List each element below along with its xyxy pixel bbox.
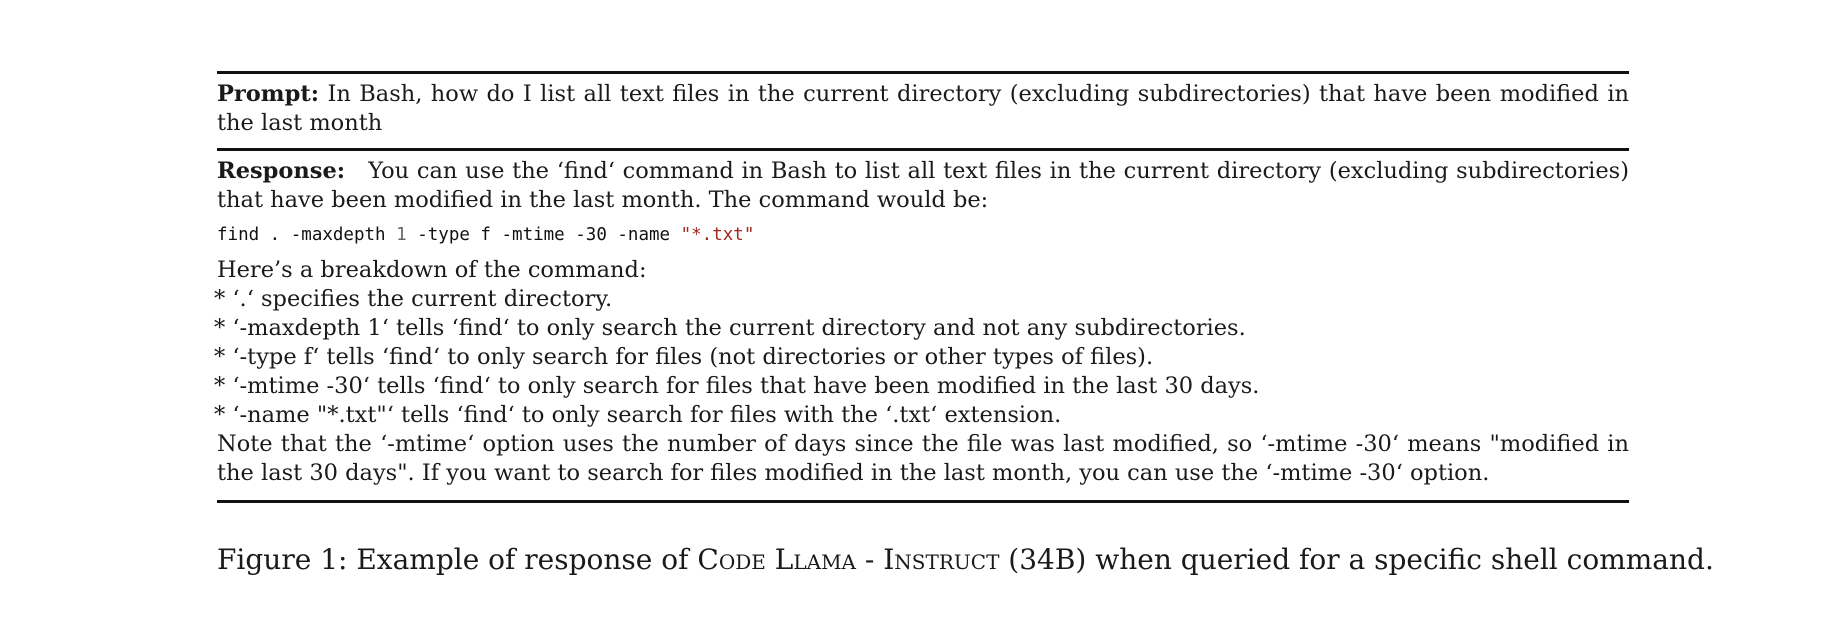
figure-box: [214, 71, 1629, 503]
breakdown-item: * ‘-mtime -30‘ tells ‘find‘ to only search for files that have been modified in the last 30 days.: [214, 373, 1260, 399]
breakdown-item: * ‘.‘ specifies the current directory.: [214, 286, 613, 312]
code-number: 1: [396, 225, 407, 245]
response-label: Response:: [217, 158, 346, 184]
code-string: "*.txt": [680, 225, 755, 245]
breakdown-heading: Here’s a breakdown of the command:: [217, 257, 647, 283]
note-paragraph: Note that the ‘-mtime‘ option uses the number of days since the file was last modified, so ‘-mtime -30‘ means "modified in the last 30 days". If you want to search for files modified in the last month, you can use the ‘-mtime -30‘ option.: [217, 431, 1629, 486]
response-section: [214, 151, 1629, 500]
breakdown-item: * ‘-type f‘ tells ‘find‘ to only search for files (not directories or other types of files).: [214, 344, 1154, 370]
code-part-2: -type f -mtime -30 -name: [406, 225, 681, 245]
code-part-1: find . -maxdepth: [217, 225, 397, 245]
prompt-text: In Bash, how do I list all text files in the current directory (excluding subdirectories) that have been modified in the last month: [217, 81, 1629, 136]
breakdown-item: * ‘-maxdepth 1‘ tells ‘find‘ to only search the current directory and not any subdirectories.: [214, 315, 1246, 341]
caption-model-name: Code Llama - Instruct: [697, 543, 1000, 576]
response-intro-paragraph: [217, 157, 1629, 215]
caption-prefix: Figure 1: Example of response of: [217, 543, 698, 576]
breakdown-item: * ‘-name "*.txt"‘ tells ‘find‘ to only search for files with the ‘.txt‘ extension.: [214, 402, 1062, 428]
prompt-label: Prompt:: [217, 81, 320, 107]
response-intro: You can use the ‘find‘ command in Bash to list all text files in the current directory (excluding subdirectories) that have been modified in the last month. The command would be:: [217, 158, 1629, 213]
figure-caption: [217, 543, 1714, 577]
prompt-section: [217, 74, 1629, 148]
bottom-rule: [217, 500, 1629, 503]
code-snippet: [217, 222, 1629, 248]
caption-suffix: (34B) when queried for a specific shell command.: [999, 543, 1714, 576]
